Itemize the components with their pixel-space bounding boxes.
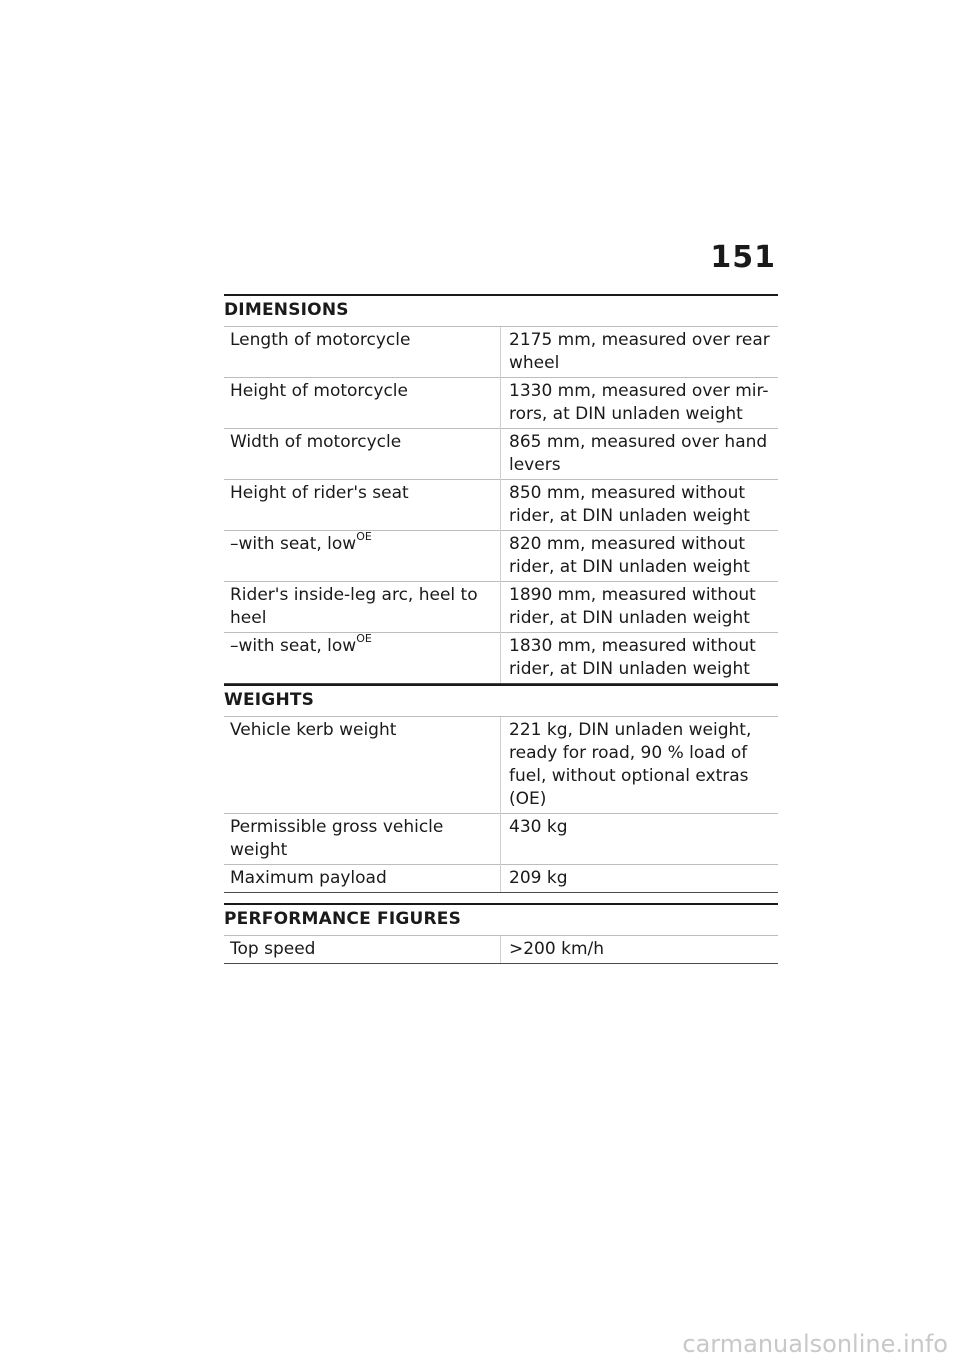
row-value: 1890 mm, measured without rider, at DIN unladen weight xyxy=(501,582,779,633)
table-row xyxy=(224,717,778,814)
row-value: 820 mm, measured without rider, at DIN unladen weight xyxy=(501,531,779,582)
oe-superscript: OE xyxy=(356,632,372,645)
row-value: 209 kg xyxy=(501,865,779,893)
table-row xyxy=(224,531,778,582)
performance-table xyxy=(224,935,778,964)
weights-table xyxy=(224,716,778,893)
row-label: Top speed xyxy=(224,936,501,964)
row-label: Maximum payload xyxy=(224,865,501,893)
page-number: 151 xyxy=(710,240,776,275)
table-row xyxy=(224,814,778,865)
row-label: Vehicle kerb weight xyxy=(224,717,501,814)
row-label: Permissible gross vehicle weight xyxy=(224,814,501,865)
row-value: 1330 mm, measured over mir-rors, at DIN unladen weight xyxy=(501,378,779,429)
dimensions-table xyxy=(224,326,778,684)
table-row xyxy=(224,936,778,964)
watermark: carmanualsonline.info xyxy=(682,1330,948,1358)
performance-section xyxy=(224,903,778,964)
dimensions-section xyxy=(224,294,778,684)
row-label xyxy=(224,531,501,582)
row-value: 430 kg xyxy=(501,814,779,865)
row-label-text: –with seat, low xyxy=(230,636,357,656)
oe-superscript: OE xyxy=(356,530,372,543)
section-title: DIMENSIONS xyxy=(224,300,349,320)
row-value: 1830 mm, measured without rider, at DIN unladen weight xyxy=(501,633,779,684)
row-label: Height of rider's seat xyxy=(224,480,501,531)
weights-section xyxy=(224,684,778,893)
row-label: Width of motorcycle xyxy=(224,429,501,480)
table-row xyxy=(224,480,778,531)
row-label-text: –with seat, low xyxy=(230,534,357,554)
row-label: Rider's inside-leg arc, heel to heel xyxy=(224,582,501,633)
row-label: Length of motorcycle xyxy=(224,327,501,378)
row-label: Height of motorcycle xyxy=(224,378,501,429)
table-row xyxy=(224,429,778,480)
row-label xyxy=(224,633,501,684)
table-row xyxy=(224,327,778,378)
table-row xyxy=(224,378,778,429)
row-value: 865 mm, measured over hand levers xyxy=(501,429,779,480)
table-row xyxy=(224,633,778,684)
row-value: >200 km/h xyxy=(501,936,779,964)
table-row xyxy=(224,865,778,893)
row-value: 221 kg, DIN unladen weight, ready for road, 90 % load of fuel, without optional extras (OE) xyxy=(501,717,779,814)
row-value: 850 mm, measured without rider, at DIN unladen weight xyxy=(501,480,779,531)
section-title: WEIGHTS xyxy=(224,690,315,710)
section-title: PERFORMANCE FIGURES xyxy=(224,909,462,929)
row-value: 2175 mm, measured over rear wheel xyxy=(501,327,779,378)
table-row xyxy=(224,582,778,633)
